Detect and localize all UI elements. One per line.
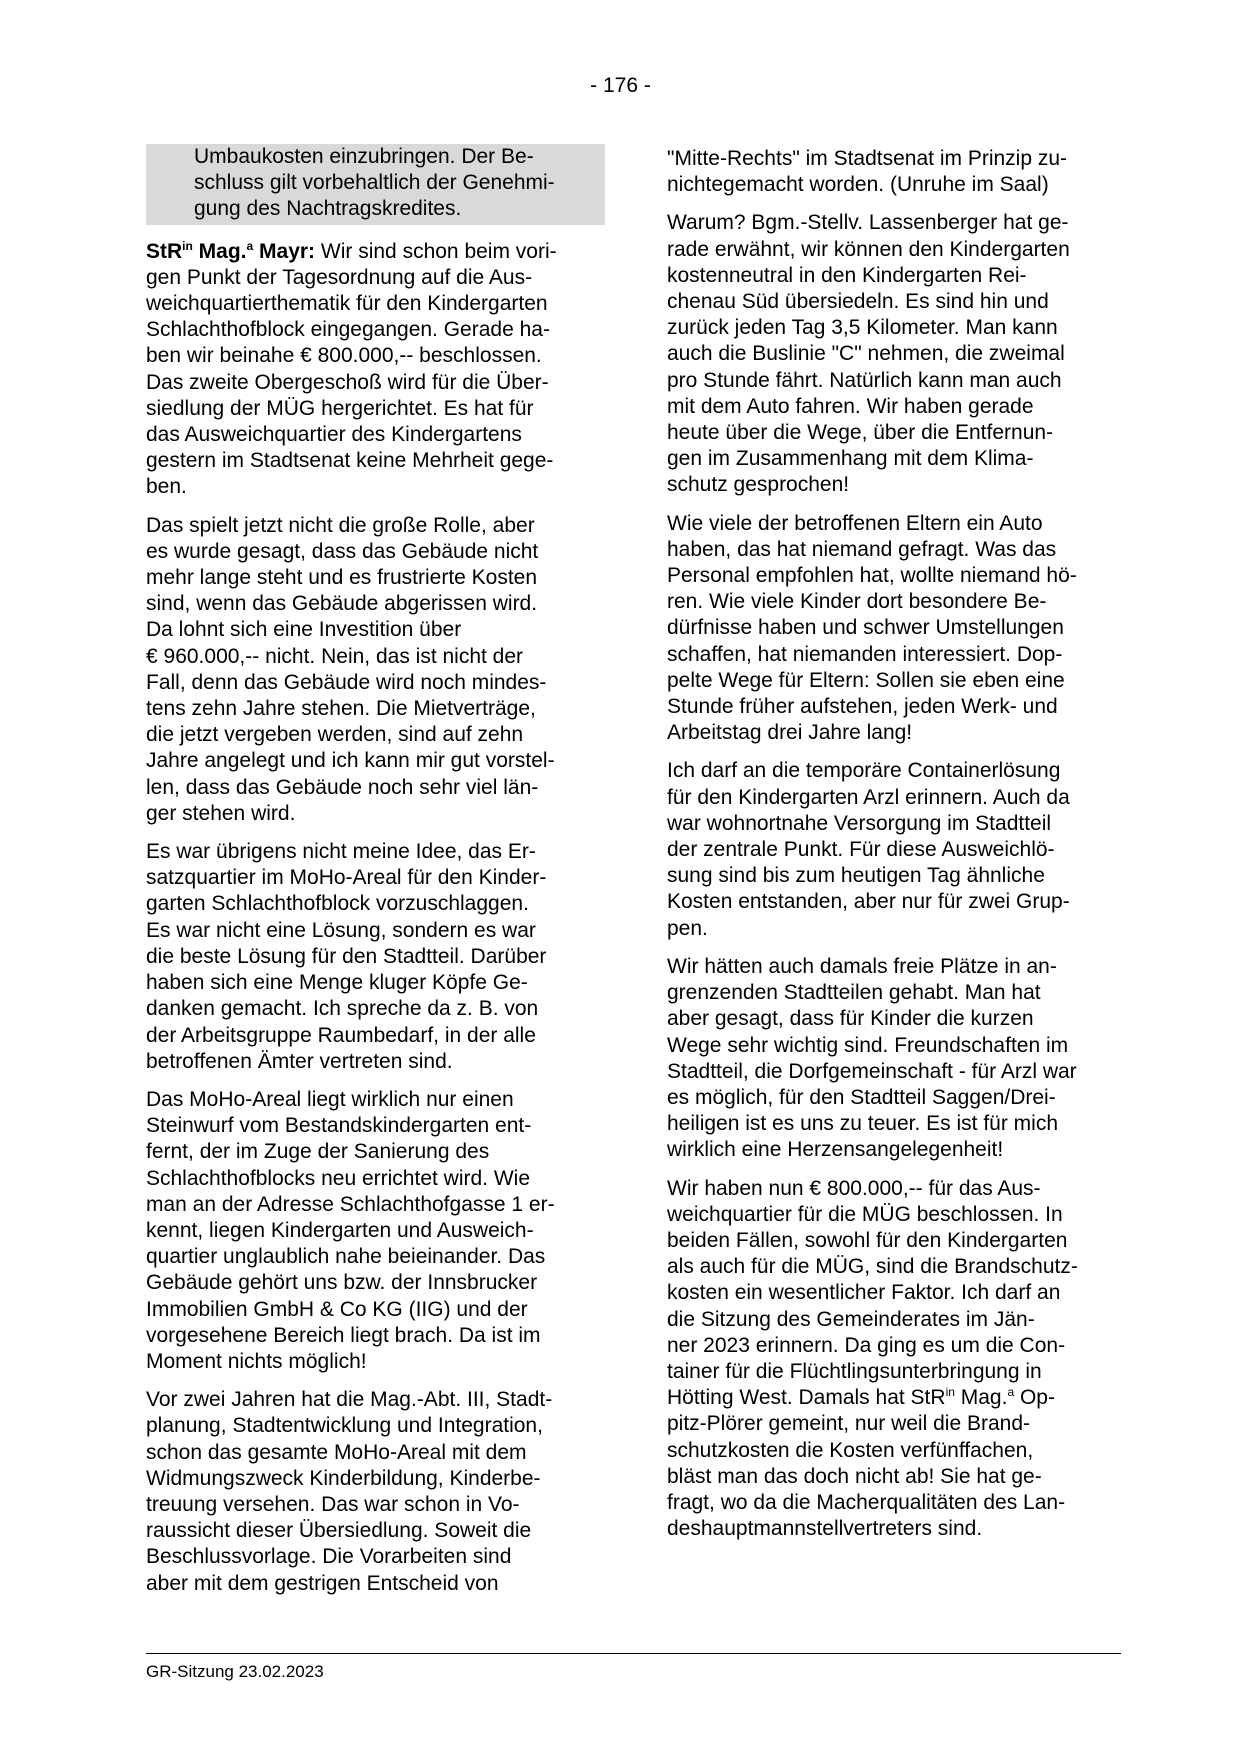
text-line: schluss gilt vorbehaltlich der Genehmi- — [194, 171, 555, 195]
text-line: Gebäude gehört uns bzw. der Innsbrucker — [146, 1271, 538, 1295]
footer-divider — [146, 1653, 1121, 1654]
text-line: Stunde früher aufstehen, jeden Werk- und — [667, 695, 1058, 719]
text-line: man an der Adresse Schlachthofgasse 1 er- — [146, 1192, 555, 1216]
text-line: pen. — [667, 916, 708, 940]
text-line: gestern im Stadtsenat keine Mehrheit gege- — [146, 449, 554, 473]
text-line: für den Kindergarten Arzl erinnern. Auch da — [667, 785, 1070, 809]
right-column — [667, 146, 1124, 1554]
text-line: Vor zwei Jahren hat die Mag.-Abt. III, Stadt- — [146, 1388, 553, 1412]
text-line: weichquartier für die MÜG beschlossen. In — [667, 1202, 1063, 1226]
text-line: Es war übrigens nicht meine Idee, das Er- — [146, 840, 536, 864]
paragraph — [146, 839, 603, 1075]
text-line: wirklich eine Herzensangelegenheit! — [667, 1138, 1004, 1162]
text-line: haben sich eine Menge kluger Köpfe Ge- — [146, 971, 528, 995]
text-line: mehr lange steht und es frustrierte Kosten — [146, 566, 538, 590]
text-line: betroffenen Ämter vertreten sind. — [146, 1049, 453, 1073]
text-line: kostenneutral in den Kindergarten Rei- — [667, 263, 1027, 287]
text-line: der zentrale Punkt. Für diese Ausweichlö- — [667, 838, 1055, 862]
text-line: zurück jeden Tag 3,5 Kilometer. Man kann — [667, 316, 1058, 340]
text-line: die beste Lösung für den Stadtteil. Darüber — [146, 944, 547, 968]
text-line: Jahre angelegt und ich kann mir gut vorstel- — [146, 749, 555, 773]
text-line: vorgesehene Bereich liegt brach. Da ist im — [146, 1323, 541, 1347]
text-line: nichtegemacht worden. (Unruhe im Saal) — [667, 173, 1049, 197]
text-line: kosten ein wesentlicher Faktor. Ich darf an — [667, 1281, 1061, 1305]
text-line: aber gesagt, dass für Kinder die kurzen — [667, 1007, 1034, 1031]
text-line: ger stehen wird. — [146, 801, 296, 825]
paragraph-lines — [667, 1411, 1124, 1542]
text-line: Kosten entstanden, aber nur für zwei Grup- — [667, 890, 1070, 914]
text-line: StR$^{in}$ Mag.$^a$ Mayr: Wir sind schon beim vori- — [146, 238, 557, 263]
text-line: € 960.000,-- nicht. Nein, das ist nicht der — [146, 644, 524, 668]
text-line: war wohnortnahe Versorgung im Stadtteil — [667, 811, 1052, 835]
text-line: Moment nichts möglich! — [146, 1349, 367, 1373]
text-line: auch die Buslinie "C" nehmen, die zweimal — [667, 342, 1065, 366]
text-line: gen im Zusammenhang mit dem Klima- — [667, 447, 1034, 471]
text-line: der Arbeitsgruppe Raumbedarf, in der alle — [146, 1023, 536, 1047]
text-line: danken gemacht. Ich spreche da z. B. von — [146, 997, 539, 1021]
text-line: quartier unglaublich nahe beieinander. Das — [146, 1245, 546, 1269]
text-line: ren. Wie viele Kinder dort besondere Be- — [667, 590, 1047, 614]
text-line: ner 2023 erinnern. Da ging es um die Con- — [667, 1333, 1066, 1357]
text-line: schaffen, hat niemanden interessiert. Dop- — [667, 642, 1063, 666]
text-line: es möglich, für den Stadtteil Saggen/Drei- — [667, 1085, 1056, 1109]
text-line: bläst man das doch nicht ab! Sie hat ge- — [667, 1464, 1042, 1488]
text-line: Immobilien GmbH & Co KG (IIG) und der — [146, 1297, 528, 1321]
text-line: siedlung der MÜG hergerichtet. Es hat für — [146, 396, 534, 420]
text-line: Wege sehr wichtig sind. Freundschaften im — [667, 1033, 1069, 1057]
paragraph — [667, 954, 1124, 1164]
text-line: Es war nicht eine Lösung, sondern es war — [146, 918, 536, 942]
text-line: mit dem Auto fahren. Wir haben gerade — [667, 394, 1034, 418]
text-line: gung des Nachtragskredites. — [194, 197, 462, 221]
speaker-paragraph — [146, 239, 603, 501]
speaker-name: StR$^{in}$ Mag.$^a$ Mayr: — [146, 238, 316, 263]
paragraph — [667, 146, 1124, 198]
footer-date: GR-Sitzung 23.02.2023 — [146, 1662, 324, 1681]
text-line: die jetzt vergeben werden, sind auf zehn — [146, 723, 524, 747]
text-line: Das zweite Obergeschoß wird für die Über- — [146, 370, 549, 394]
text-line: haben, das hat niemand gefragt. Was das — [667, 537, 1057, 561]
text-line: heute über die Wege, über die Entfernun- — [667, 421, 1054, 445]
text-line: die Sitzung des Gemeinderates im Jän- — [667, 1307, 1035, 1331]
text-line: Schlachthofblock eingegangen. Gerade ha- — [146, 318, 550, 342]
text-line: das Ausweichquartier des Kindergartens — [146, 423, 522, 447]
paragraph — [667, 758, 1124, 941]
text-line: grenzenden Stadtteilen gehabt. Man hat — [667, 981, 1041, 1005]
text-line: es wurde gesagt, dass das Gebäude nicht — [146, 539, 539, 563]
shaded-paragraph — [146, 144, 605, 225]
text-line: garten Schlachthofblock vorzuschlaggen. — [146, 892, 529, 916]
text-line: heiligen ist es uns zu teuer. Es ist für mich — [667, 1112, 1059, 1136]
text-line: Das spielt jetzt nicht die große Rolle, aber — [146, 513, 535, 537]
text-line: aber mit dem gestrigen Entscheid von — [146, 1571, 499, 1595]
text-line: Hötting West. Damals hat StR$^{in}$ Mag.$^a$ Op- — [667, 1385, 1055, 1410]
text-line: Arbeitstag drei Jahre lang! — [667, 721, 913, 745]
right-paragraphs — [667, 146, 1124, 1164]
paragraph — [146, 1087, 603, 1375]
text-line: deshauptmannstellvertreters sind. — [667, 1517, 983, 1541]
page-number: - 176 - — [590, 74, 651, 97]
text-line: gen Punkt der Tagesordnung auf die Aus- — [146, 265, 533, 289]
text-line: dürfnisse haben und schwer Umstellungen — [667, 616, 1064, 640]
text-line: sung sind bis zum heutigen Tag ähnliche — [667, 864, 1045, 888]
text-line: Beschlussvorlage. Die Vorarbeiten sind — [146, 1545, 512, 1569]
text-line: schutz gesprochen! — [667, 473, 850, 497]
text-line: raussicht dieser Übersiedlung. Soweit die — [146, 1519, 532, 1543]
text-line: Fall, denn das Gebäude wird noch mindes- — [146, 670, 547, 694]
text-line: Steinwurf vom Bestandskindergarten ent- — [146, 1114, 532, 1138]
paragraph — [146, 513, 603, 827]
paragraph — [667, 511, 1124, 747]
paragraph — [667, 210, 1124, 498]
left-paragraphs — [146, 513, 603, 1597]
text-line: fernt, der im Zuge der Sanierung des — [146, 1140, 490, 1164]
text-line: chenau Süd übersiedeln. Es sind hin und — [667, 290, 1049, 314]
text-line: rade erwähnt, wir können den Kindergarten — [667, 237, 1070, 261]
text-line: sind, wenn das Gebäude abgerissen wird. — [146, 592, 538, 616]
text-line: pro Stunde fährt. Natürlich kann man auch — [667, 368, 1062, 392]
text-line: len, dass das Gebäude noch sehr viel län- — [146, 775, 539, 799]
text-line: satzquartier im MoHo-Areal für den Kinder- — [146, 866, 547, 890]
text-line: Widmungszweck Kinderbildung, Kinderbe- — [146, 1466, 541, 1490]
left-column — [146, 146, 603, 1609]
text-line: Warum? Bgm.-Stellv. Lassenberger hat ge- — [667, 211, 1069, 235]
text-line: Da lohnt sich eine Investition über — [146, 618, 462, 642]
text-line: Wie viele der betroffenen Eltern ein Auto — [667, 511, 1043, 535]
text-line: ben wir beinahe € 800.000,-- beschlossen. — [146, 344, 542, 368]
text-line: Personal empfohlen hat, wollte niemand hö- — [667, 564, 1077, 588]
text-line: pitz-Plörer gemeint, nur weil die Brand- — [667, 1412, 1030, 1436]
text-line: schutzkosten die Kosten verfünffachen, — [667, 1438, 1034, 1462]
paragraph — [667, 1176, 1124, 1543]
text-line: planung, Stadtentwicklung und Integration, — [146, 1414, 543, 1438]
text-line: Das MoHo-Areal liegt wirklich nur einen — [146, 1087, 514, 1111]
text-line: Ich darf an die temporäre Containerlösung — [667, 759, 1061, 783]
text-line: Stadtteil, die Dorfgemeinschaft - für Arzl war — [667, 1059, 1077, 1083]
text-line: Wir hätten auch damals freie Plätze in an- — [667, 954, 1057, 978]
paragraph-lines — [667, 1176, 1124, 1386]
text-line: treuung versehen. Das war schon in Vo- — [146, 1492, 520, 1516]
text-line: fragt, wo da die Macherqualitäten des Lan- — [667, 1490, 1066, 1514]
text-line: Umbaukosten einzubringen. Der Be- — [194, 145, 534, 168]
text-line: kennt, liegen Kindergarten und Ausweich- — [146, 1218, 534, 1242]
paragraph — [146, 1387, 603, 1597]
text-line: Wir haben nun € 800.000,-- für das Aus- — [667, 1176, 1041, 1200]
text-line: tainer für die Flüchtlingsunterbringung in — [667, 1359, 1042, 1383]
text-line: "Mitte-Rechts" im Stadtsenat im Prinzip zu- — [667, 147, 1068, 170]
text-line: Schlachthofblocks neu errichtet wird. Wie — [146, 1166, 530, 1190]
text-line: beiden Fällen, sowohl für den Kindergarten — [667, 1228, 1068, 1252]
text-line: pelte Wege für Eltern: Sollen sie eben eine — [667, 668, 1065, 692]
text-line: ben. — [146, 475, 187, 499]
text-line: als auch für die MÜG, sind die Brandschutz- — [667, 1255, 1078, 1279]
text-line: weichquartierthematik für den Kindergarten — [146, 292, 548, 316]
text-line: schon das gesamte MoHo-Areal mit dem — [146, 1440, 527, 1464]
text-line: tens zehn Jahre stehen. Die Mietverträge, — [146, 697, 536, 721]
